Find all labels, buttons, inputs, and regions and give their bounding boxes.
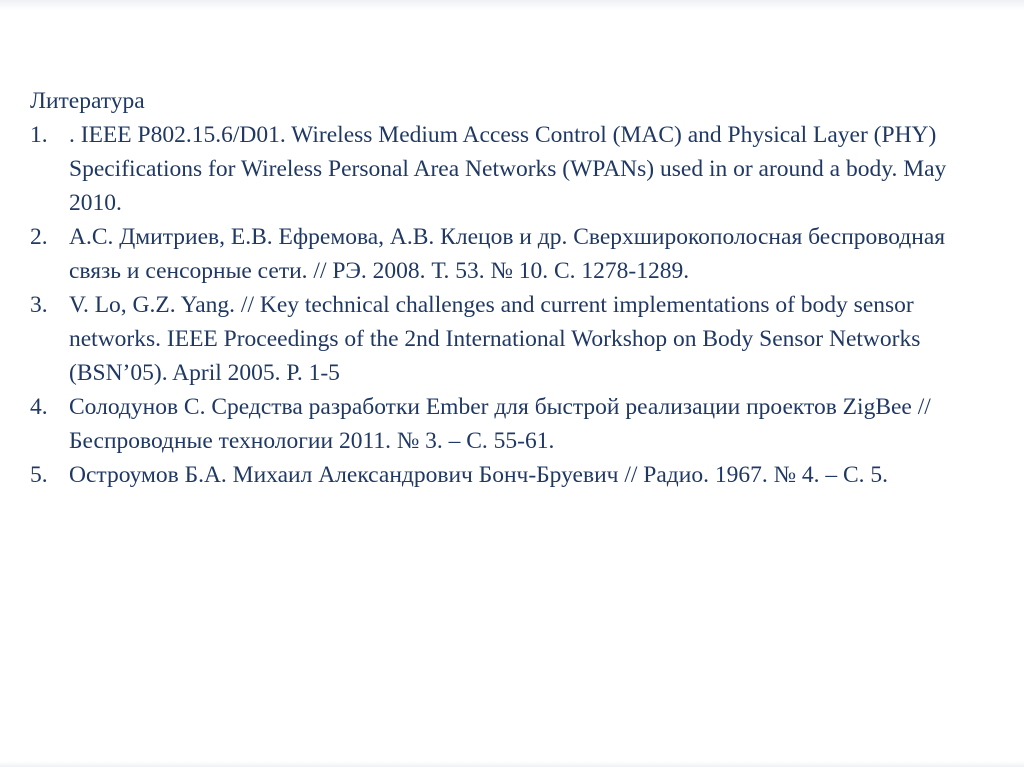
reference-item-5: [30, 458, 990, 492]
reference-item-3: [30, 288, 990, 390]
slide-bottom-edge: [0, 761, 1024, 767]
reference-number: 2.: [30, 224, 48, 250]
reference-number: 4.: [30, 394, 48, 420]
reference-number: 5.: [30, 462, 48, 488]
reference-text: V. Lo, G.Z. Yang. // Key technical challenges and current implementations of body sensor networks. IEEE Proceedings of the 2nd International Workshop on Body Sensor Networks (BSN’05). April 2005. P. 1-5: [69, 292, 921, 386]
reference-item-1: [30, 118, 990, 220]
references-block: [30, 84, 990, 492]
slide-top-edge: [0, 0, 1024, 10]
reference-number: 3.: [30, 292, 48, 318]
reference-item-4: [30, 390, 990, 458]
reference-list: [30, 118, 990, 492]
reference-text: А.С. Дмитриев, Е.В. Ефремова, А.В. Клецов и др. Сверхширокополосная беспроводная связь и сенсорные сети. // РЭ. 2008. Т. 53. № 10. С. 1278-1289.: [69, 224, 946, 284]
references-heading: Литература: [30, 88, 145, 114]
reference-text: Остроумов Б.А. Михаил Александрович Бонч-Бруевич // Радио. 1967. № 4. – С. 5.: [69, 462, 889, 488]
reference-text: Солодунов С. Средства разработки Ember для быстрой реализации проектов ZigBee // Беспроводные технологии 2011. № 3. – С. 55-61.: [69, 394, 931, 454]
reference-text: . IEEE P802.15.6/D01. Wireless Medium Access Control (MAC) and Physical Layer (PHY) Specifications for Wireless Personal Area Networks (WPANs) used in or around a body. May 2010.: [69, 122, 947, 216]
reference-item-2: [30, 220, 990, 288]
reference-number: 1.: [30, 122, 48, 148]
